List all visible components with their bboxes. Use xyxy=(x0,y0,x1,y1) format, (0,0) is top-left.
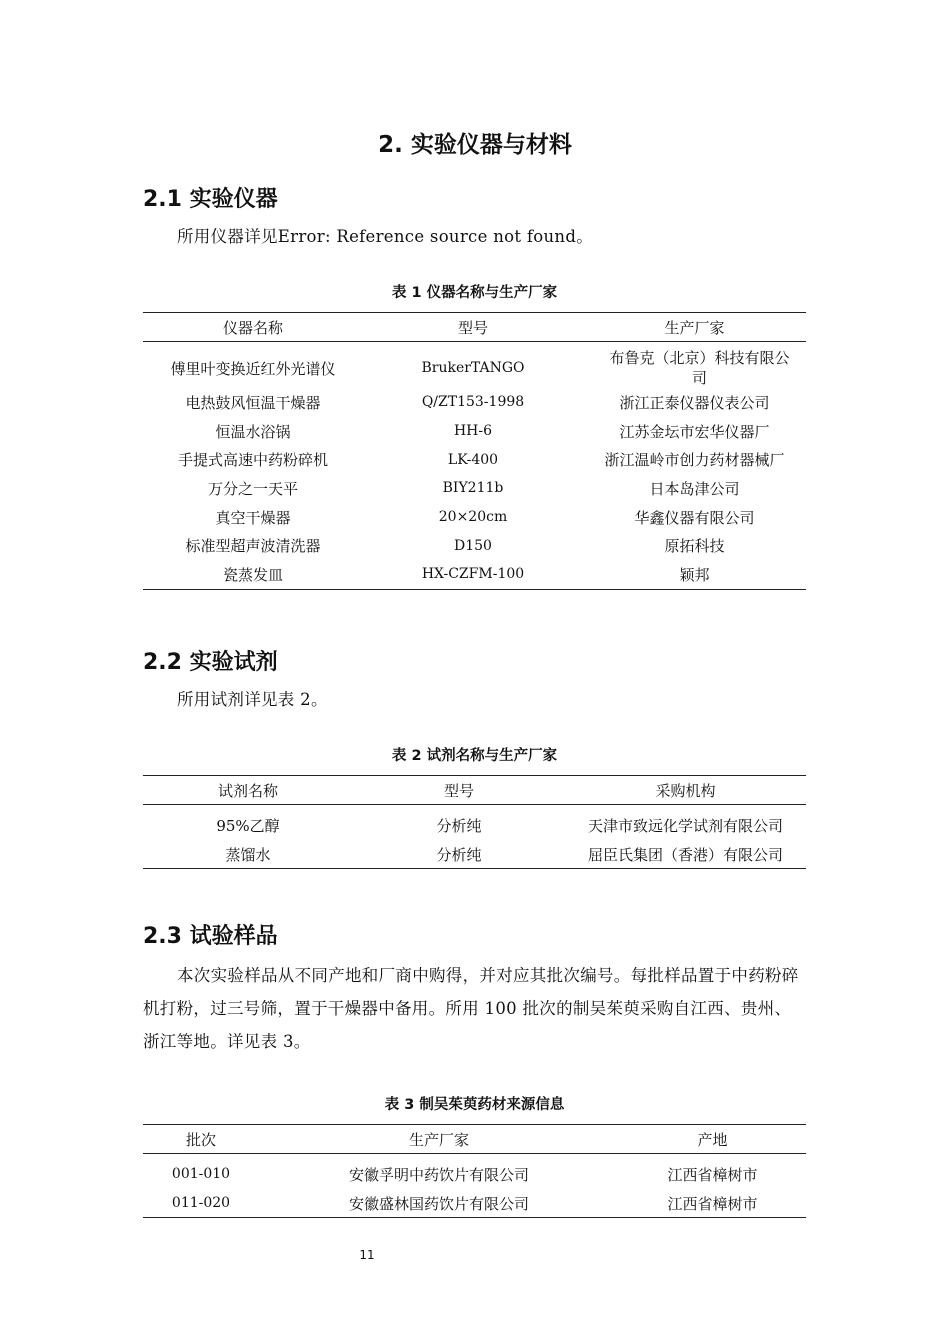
instruments-table xyxy=(143,312,806,590)
page-number: 11 xyxy=(359,1248,375,1262)
table-cell: 屈臣氏集团（香港）有限公司 xyxy=(565,840,806,869)
table-cell: HX-CZFM-100 xyxy=(363,560,583,589)
table-header-row xyxy=(143,776,806,805)
table-cell: 日本岛津公司 xyxy=(649,479,740,498)
table-cell: 安徽盛林国药饮片有限公司 xyxy=(259,1189,619,1218)
table-row xyxy=(143,474,806,503)
column-header: 型号 xyxy=(353,776,565,805)
table-row xyxy=(143,388,806,417)
table-cell: 颖邦 xyxy=(583,560,806,589)
table-cell: 分析纯 xyxy=(436,816,482,835)
column-header: 产地 xyxy=(619,1125,806,1154)
table-cell: BrukerTANGO xyxy=(421,360,525,376)
table-cell: LK-400 xyxy=(447,451,499,468)
table-cell: HH-6 xyxy=(453,423,493,440)
table-cell: Q/ZT153-1998 xyxy=(421,394,525,411)
table-cell: 万分之一天平 xyxy=(207,479,298,498)
table-cell: 天津市致远化学试剂有限公司 xyxy=(587,816,783,835)
table-cell: D150 xyxy=(454,537,492,554)
table-cell: 标准型超声波清洗器 xyxy=(185,537,321,556)
table-cell: 布鲁克（北京）科技有限公司 xyxy=(609,349,790,387)
table-cell: 江苏金坛市宏华仪器厂 xyxy=(619,422,770,441)
table-row xyxy=(143,805,806,840)
instruments-paragraph: 所用仪器详见Error: Reference source not found。 xyxy=(177,227,593,246)
table-row xyxy=(143,1154,806,1189)
chapter-title: 2. 实验仪器与材料 xyxy=(378,132,572,158)
table-cell: 傅里叶变换近红外光谱仪 xyxy=(170,359,336,378)
table-cell: 95%乙醇 xyxy=(216,816,280,835)
column-header: 试剂名称 xyxy=(143,776,353,805)
column-header: 仪器名称 xyxy=(143,313,363,342)
table-cell: 瓷蒸发皿 xyxy=(143,560,363,589)
reagents-table xyxy=(143,775,806,869)
table-cell: 分析纯 xyxy=(353,840,565,869)
table-cell: 001-010 xyxy=(171,1166,231,1183)
column-header: 型号 xyxy=(363,313,583,342)
table-cell: 江西省樟树市 xyxy=(619,1189,806,1218)
table-cell: 原拓科技 xyxy=(664,537,725,556)
table-row xyxy=(143,560,806,589)
section-heading-instruments: 2.1 实验仪器 xyxy=(143,187,278,212)
column-header: 批次 xyxy=(143,1125,259,1154)
table-row xyxy=(143,531,806,560)
table-header-row xyxy=(143,313,806,342)
section-heading-reagents: 2.2 实验试剂 xyxy=(143,650,278,675)
table-row xyxy=(143,417,806,446)
table2-caption: 表 2 试剂名称与生产厂家 xyxy=(391,748,558,764)
table-cell: 电热鼓风恒温干燥器 xyxy=(185,393,321,412)
table-cell: 浙江温岭市创力药材器械厂 xyxy=(604,451,785,470)
table3-caption: 表 3 制吴茱萸药材来源信息 xyxy=(384,1097,565,1113)
table-cell: 安徽孚明中药饮片有限公司 xyxy=(348,1165,529,1184)
section-heading-samples: 2.3 试验样品 xyxy=(143,924,278,949)
column-header: 采购机构 xyxy=(565,776,806,805)
table-cell: 恒温水浴锅 xyxy=(215,422,291,441)
table-cell: 华鑫仪器有限公司 xyxy=(634,508,755,527)
table-header-row xyxy=(143,1125,806,1154)
table-row xyxy=(143,342,806,389)
table-row xyxy=(143,1189,806,1218)
samples-paragraph: 本次实验样品从不同产地和厂商中购得，并对应其批次编号。每批样品置于中药粉碎机打粉，过三号筛，置于干燥器中备用。所用 100 批次的制吴茱萸采购自江西、贵州、浙江等地。详见表 3。 xyxy=(143,966,799,1051)
column-header: 生产厂家 xyxy=(259,1125,619,1154)
table-cell: 浙江正泰仪器仪表公司 xyxy=(619,393,770,412)
table-cell: 江西省樟树市 xyxy=(667,1165,758,1184)
table-cell: BIY211b xyxy=(442,480,504,497)
column-header: 生产厂家 xyxy=(583,313,806,342)
table-cell: 011-020 xyxy=(143,1189,259,1218)
table-row xyxy=(143,445,806,474)
table-cell: 真空干燥器 xyxy=(215,508,291,527)
table-row xyxy=(143,503,806,532)
table-cell: 20×20cm xyxy=(438,509,508,526)
table1-caption: 表 1 仪器名称与生产厂家 xyxy=(391,285,558,301)
reagents-paragraph: 所用试剂详见表 2。 xyxy=(177,690,328,709)
table-cell: 蒸馏水 xyxy=(143,840,353,869)
table-cell: 手提式高速中药粉碎机 xyxy=(177,451,328,470)
samples-table xyxy=(143,1124,806,1218)
table-row xyxy=(143,840,806,869)
